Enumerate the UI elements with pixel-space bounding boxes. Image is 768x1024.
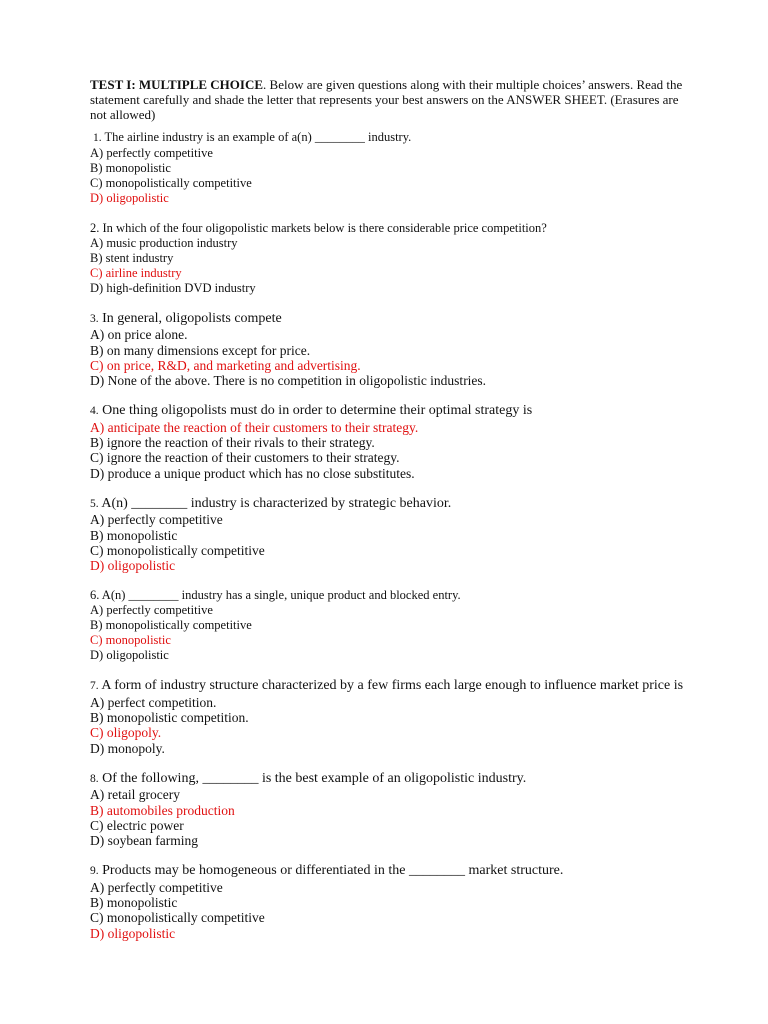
question-8	[90, 771, 690, 848]
question-number: 3.	[90, 313, 99, 325]
option-c: C) electric power	[90, 817, 184, 833]
option-d: D) monopoly.	[90, 740, 165, 756]
option-b: B) on many dimensions except for price.	[90, 342, 311, 358]
question-4	[90, 403, 690, 480]
question-stem	[90, 678, 690, 694]
question-text: A(n) ________ industry has a single, unique product and blocked entry.	[99, 588, 461, 603]
option-b: B) monopolistic	[90, 895, 178, 911]
option-a: A) perfectly competitive	[90, 512, 223, 528]
question-number: 9.	[90, 865, 99, 878]
option-d: D) None of the above. There is no competition in oligopolistic industries.	[90, 373, 487, 389]
document-page	[90, 77, 690, 956]
question-7	[90, 678, 690, 755]
option-d: D) oligopolistic	[90, 648, 169, 663]
test-heading: TEST I: MULTIPLE CHOICE	[90, 77, 264, 92]
option-d: D) oligopolistic	[90, 925, 176, 941]
question-stem	[90, 403, 690, 419]
option-b: B) monopolistic	[90, 527, 178, 543]
option-d: D) oligopolistic	[90, 191, 169, 205]
option-d: D) soybean farming	[90, 833, 198, 849]
option-a: A) perfectly competitive	[90, 146, 213, 160]
question-text: A(n) ________ industry is characterized by strategic behavior.	[98, 495, 452, 511]
question-9	[90, 863, 690, 940]
question-stem	[90, 130, 690, 146]
option-b: B) monopolistic	[90, 161, 171, 175]
option-a: A) retail grocery	[90, 787, 180, 803]
question-text: In general, oligopolists compete	[98, 311, 282, 326]
question-stem	[90, 588, 690, 603]
option-c: C) monopolistic	[90, 633, 171, 648]
test-instructions	[90, 77, 690, 122]
question-5	[90, 496, 690, 573]
instructions-text: . Below are given questions along with their multiple choices’ answers. Read the statement carefully and shade the letter that represents your best answers on the ANSWER SHEET. (Erasures are not allowed)	[90, 77, 683, 122]
question-2	[90, 221, 690, 296]
question-number: 1.	[93, 132, 102, 144]
option-a: A) on price alone.	[90, 327, 188, 343]
question-text: In which of the four oligopolistic markets below is there considerable price competition?	[99, 221, 547, 235]
question-number: 2.	[90, 221, 100, 235]
option-b: B) ignore the reaction of their rivals to their strategy.	[90, 435, 375, 451]
option-c: C) oligopoly.	[90, 725, 162, 741]
option-c: C) monopolistically competitive	[90, 910, 265, 926]
question-stem	[90, 496, 690, 512]
question-text: One thing oligopolists must do in order to determine their optimal strategy is	[98, 403, 533, 419]
question-number: 7.	[90, 680, 99, 693]
option-b: B) stent industry	[90, 251, 174, 265]
question-text: A form of industry structure characterized by a few firms each large enough to influence market price is	[98, 678, 684, 694]
option-c: C) on price, R&D, and marketing and advertising.	[90, 357, 361, 373]
option-a: A) perfectly competitive	[90, 603, 213, 618]
question-text: Of the following, ________ is the best example of an oligopolistic industry.	[98, 770, 527, 786]
question-stem	[90, 863, 690, 879]
question-number: 6.	[90, 588, 100, 603]
question-number: 5.	[90, 497, 99, 510]
option-a: A) anticipate the reaction of their customers to their strategy.	[90, 419, 419, 435]
option-a: A) perfect competition.	[90, 694, 217, 710]
option-d: D) oligopolistic	[90, 558, 176, 574]
option-c: C) monopolistically competitive	[90, 542, 265, 558]
question-number: 4.	[90, 405, 99, 418]
option-d: D) produce a unique product which has no close substitutes.	[90, 465, 415, 481]
question-text: Products may be homogeneous or differentiated in the ________ market structure.	[98, 863, 564, 879]
question-3	[90, 311, 690, 388]
question-stem	[90, 311, 690, 327]
option-b: B) monopolistic competition.	[90, 710, 249, 726]
option-b: B) automobiles production	[90, 802, 235, 818]
question-text: The airline industry is an example of a(n) ________ industry.	[101, 130, 412, 144]
question-stem	[90, 771, 690, 787]
option-d: D) high-definition DVD industry	[90, 281, 256, 295]
option-a: A) perfectly competitive	[90, 879, 223, 895]
option-b: B) monopolistically competitive	[90, 618, 252, 633]
option-c: C) monopolistically competitive	[90, 176, 252, 190]
option-a: A) music production industry	[90, 236, 238, 250]
question-1	[90, 130, 690, 206]
option-c: C) airline industry	[90, 266, 182, 280]
question-stem	[90, 221, 690, 236]
option-c: C) ignore the reaction of their customers to their strategy.	[90, 450, 400, 466]
question-number: 8.	[90, 772, 99, 785]
question-6	[90, 588, 690, 663]
